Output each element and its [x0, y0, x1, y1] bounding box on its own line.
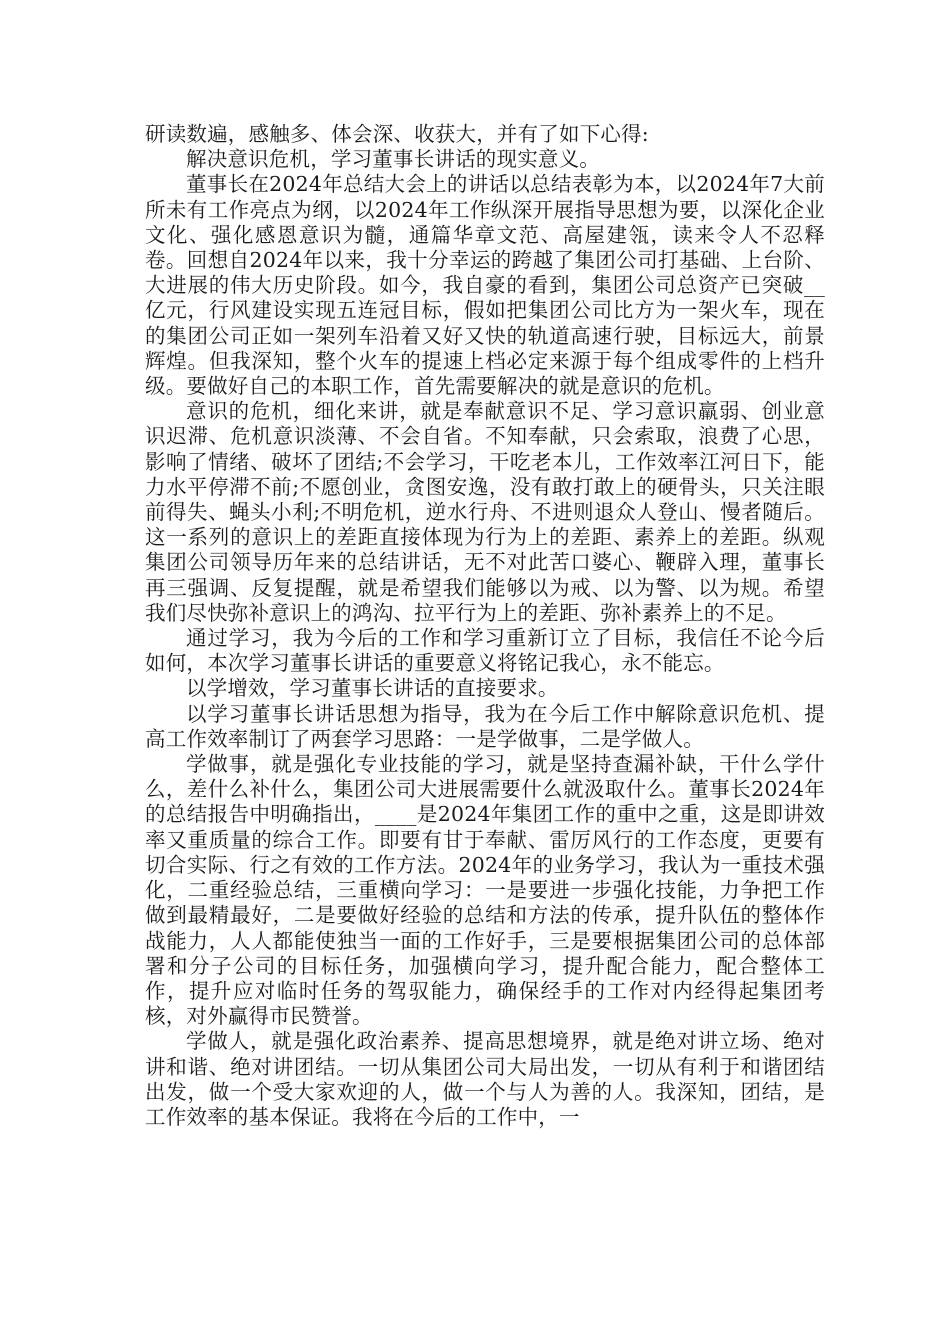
paragraph: 董事长在2024年总结大会上的讲话以总结表彰为本，以2024年7大前所未有工作亮点为纲，以2024年工作纵深开展指导思想为要，以深化企业文化、强化感恩意识为髓，通篇华章文范、高屋建瓴，读来令人不忍释卷。回想自2024年以来，我十分幸运的跨越了集团公司打基础、上台阶、大进展的伟大历史阶段。如今，我自豪的看到，集团公司总资产已突破__亿元，行风建设实现五连冠目标，假如把集团公司比方为一架火车，现在的集团公司正如一架列车沿着又好又快的轨道高速行驶，目标远大，前景辉煌。但我深知，整个火车的提速上档必定来源于每个组成零件的上档升级。要做好自己的本职工作，首先需要解决的就是意识的危机。 [145, 172, 825, 399]
document-body [145, 122, 825, 1130]
paragraph-heading-2: 以学增效，学习董事长讲话的直接要求。 [186, 676, 559, 701]
paragraph-heading-1: 解决意识危机，学习董事长讲话的现实意义。 [186, 147, 600, 172]
paragraph: 学做事，就是强化专业技能的学习，就是坚持查漏补缺，干什么学什么，差什么补什么，集团公司大进展需要什么就汲取什么。董事长2024年的总结报告中明确指出，____是2024年集团工作的重中之重，这是即讲效率又重质量的综合工作。即要有甘于奉献、雷厉风行的工作态度，更要有切合实际、行之有效的工作方法。2024年的业务学习，我认为一重技术强化，二重经验总结，三重横向学习：一是要进一步强化技能，力争把工作做到最精最好，二是要做好经验的总结和方法的传承，提升队伍的整体作战能力，人人都能使独当一面的工作好手，三是要根据集团公司的总体部署和分子公司的目标任务，加强横向学习，提升配合能力，配合整体工作，提升应对临时任务的驾驭能力，确保经手的工作对内经得起集团考核，对外赢得市民赞誉。 [145, 752, 825, 1029]
paragraph: 通过学习，我为今后的工作和学习重新订立了目标，我信任不论今后如何，本次学习董事长讲话的重要意义将铭记我心，永不能忘。 [145, 626, 825, 676]
paragraph: 学做人，就是强化政治素养、提高思想境界，就是绝对讲立场、绝对讲和谐、绝对讲团结。一切从集团公司大局出发，一切从有利于和谐团结出发，做一个受大家欢迎的人，做一个与人为善的人。我深知，团结，是工作效率的基本保证。我将在今后的工作中，一 [145, 1029, 825, 1129]
paragraph: 意识的危机，细化来讲，就是奉献意识不足、学习意识羸弱、创业意识迟滞、危机意识淡薄、不会自省。不知奉献，只会索取，浪费了心思，影响了情绪、破坏了团结;不会学习，干吃老本儿，工作效率江河日下，能力水平停滞不前;不愿创业，贪图安逸，没有敢打敢上的硬骨头，只关注眼前得失、蝇头小利;不明危机，逆水行舟、不进则退众人登山、慢者随后。这一系列的意识上的差距直接体现为行为上的差距、素养上的差距。纵观集团公司领导历年来的总结讲话，无不对此苦口婆心、鞭辟入理，董事长再三强调、反复提醒，就是希望我们能够以为戒、以为警、以为规。希望我们尽快弥补意识上的鸿沟、拉平行为上的差距、弥补素养上的不足。 [145, 399, 825, 625]
paragraph-intro: 研读数遍，感触多、体会深、收获大，并有了如下心得: [145, 122, 649, 146]
paragraph: 以学习董事长讲话思想为指导，我为在今后工作中解除意识危机、提高工作效率制订了两套学习思路：一是学做事，二是学做人。 [145, 701, 825, 751]
